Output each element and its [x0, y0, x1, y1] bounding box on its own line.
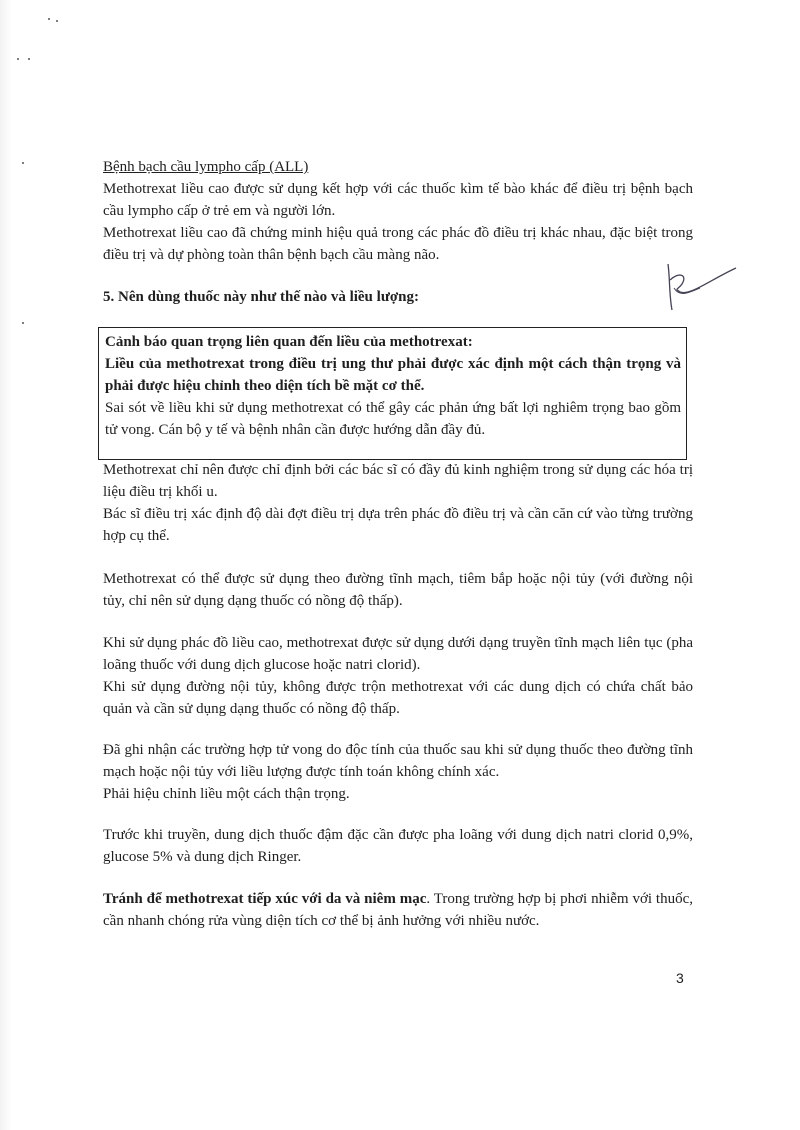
- dosage-warning-box: [98, 327, 687, 460]
- scan-edge-shadow: [0, 0, 12, 1130]
- scan-speck: [28, 58, 30, 60]
- section-all-paragraph-2: Methotrexat liều cao đã chứng minh hiệu quả trong các phác đồ điều trị khác nhau, đặc biệt trong điều trị và dự phòng toàn thân bệnh bạch cầu màng não.: [103, 225, 693, 263]
- scan-speck: [22, 162, 24, 164]
- body-block-4: [103, 739, 693, 805]
- scan-speck: [48, 18, 50, 20]
- body-paragraph: Trước khi truyền, dung dịch thuốc đậm đặc cần được pha loãng với dung dịch natri clorid 0,9%, glucose 5% và dung dịch Ringer.: [103, 827, 693, 865]
- section-all-paragraph-1: Methotrexat liều cao được sử dụng kết hợp với các thuốc kìm tế bào khác để điều trị bệnh bạch cầu lympho cấp ở trẻ em và người lớn.: [103, 181, 693, 219]
- section-5: [103, 286, 693, 308]
- body-paragraph: Khi sử dụng đường nội tủy, không được trộn methotrexat với các dung dịch có chứa chất bảo quản và cần sử dụng dạng thuốc có nồng độ thấp.: [103, 679, 693, 717]
- scan-speck: [56, 20, 58, 22]
- scan-speck: [22, 322, 24, 324]
- warning-bold-text: Liều của methotrexat trong điều trị ung thư phải được xác định một cách thận trọng và phải được hiệu chỉnh theo diện tích bề mặt cơ thể.: [105, 356, 681, 394]
- body-block-6: [103, 888, 693, 932]
- body-block-1: [103, 459, 693, 547]
- contact-warning-rest: . Trong trường hợp bị phơi nhiễm với thuốc, cần nhanh chóng rửa vùng diện tích cơ thể bị ảnh hưởng với nhiều nước.: [103, 891, 693, 929]
- body-block-3: [103, 632, 693, 720]
- body-paragraph: Methotrexat có thể được sử dụng theo đường tĩnh mạch, tiêm bắp hoặc nội tủy (với đường nội tủy, chỉ nên sử dụng dạng thuốc có nồng độ thấp).: [103, 571, 693, 609]
- warning-text: Sai sót về liều khi sử dụng methotrexat có thể gây các phản ứng bất lợi nghiêm trọng bao gồm tử vong. Cán bộ y tế và bệnh nhân cần được hướng dẫn đầy đủ.: [105, 400, 681, 438]
- body-paragraph-contact-warning: [103, 888, 693, 932]
- contact-warning-bold: Tránh để methotrexat tiếp xúc với da và niêm mạc: [103, 891, 427, 907]
- scan-speck: [17, 58, 19, 60]
- page-number: 3: [676, 970, 684, 986]
- section-5-heading: 5. Nên dùng thuốc này như thế nào và liều lượng:: [103, 289, 419, 305]
- section-all-title: Bệnh bạch cầu lympho cấp (ALL): [103, 159, 309, 175]
- body-paragraph: Bác sĩ điều trị xác định độ dài đợt điều trị dựa trên phác đồ điều trị và cần căn cứ vào từng trường hợp cụ thể.: [103, 506, 693, 544]
- body-paragraph: Khi sử dụng phác đồ liều cao, methotrexat được sử dụng dưới dạng truyền tĩnh mạch liên tục (pha loãng thuốc với dung dịch glucose hoặc natri clorid).: [103, 635, 693, 673]
- body-block-5: [103, 824, 693, 868]
- body-paragraph: Methotrexat chỉ nên được chỉ định bởi các bác sĩ có đầy đủ kinh nghiệm trong sử dụng các hóa trị liệu điều trị khối u.: [103, 462, 693, 500]
- body-block-2: [103, 568, 693, 612]
- body-paragraph: Phải hiệu chỉnh liều một cách thận trọng.: [103, 786, 350, 802]
- warning-title: Cảnh báo quan trọng liên quan đến liều của methotrexat:: [105, 334, 473, 350]
- body-paragraph: Đã ghi nhận các trường hợp tử vong do độc tính của thuốc sau khi sử dụng thuốc theo đường tĩnh mạch hoặc nội tủy với liều lượng được tính toán không chính xác.: [103, 742, 693, 780]
- section-all: [103, 156, 693, 266]
